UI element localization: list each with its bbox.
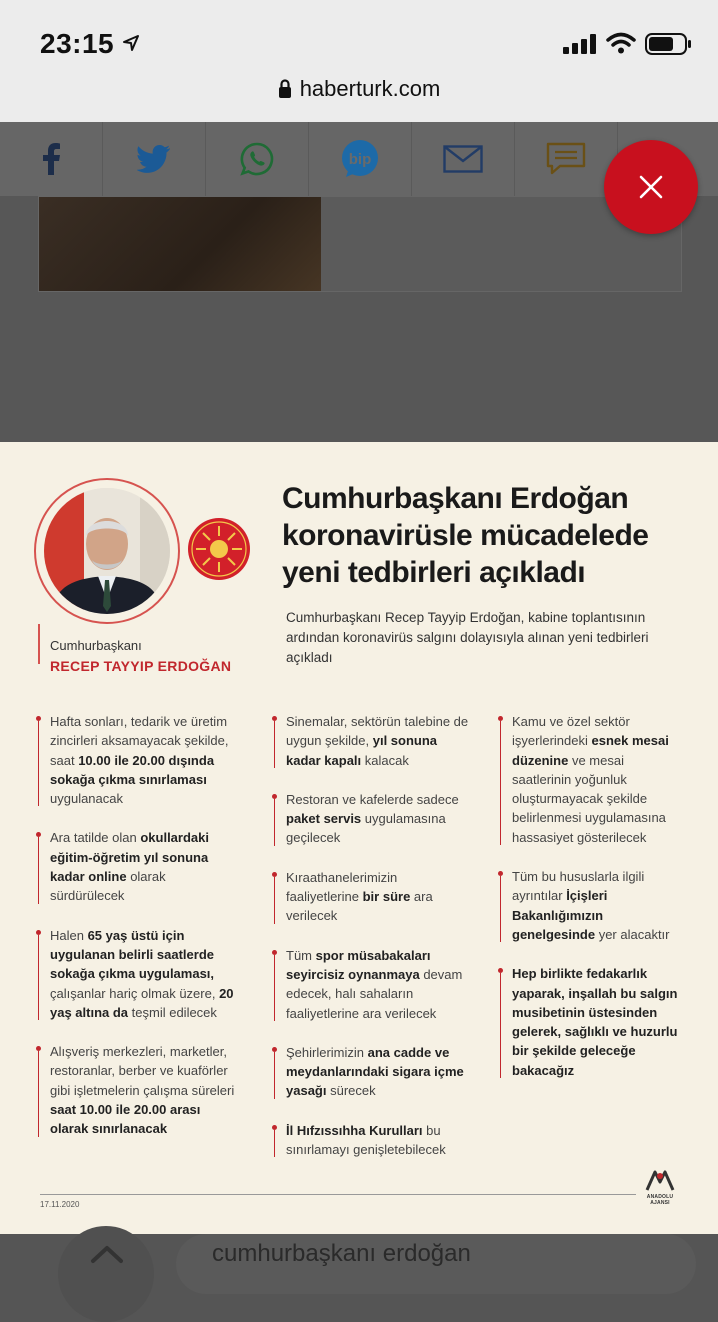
news-thumbnail: [39, 197, 321, 291]
measure-item: [498, 712, 684, 847]
infographic-title: [282, 480, 702, 591]
portrait-frame: [34, 478, 180, 624]
measure-text: Tüm bu hususlarla ilgili ayrıntılar: [512, 869, 645, 904]
measure-text: uygulanacak: [50, 791, 123, 807]
title-line-1: Cumhurbaşkanı Erdoğan: [282, 482, 629, 515]
location-arrow-icon: [122, 34, 140, 52]
measure-item: [36, 828, 242, 905]
measure-item: [272, 868, 472, 926]
measure-text: ara verilecek: [286, 889, 433, 924]
measure-item: [272, 1121, 472, 1160]
measure-item: [498, 867, 684, 944]
measure-text: Alışveriş merkezleri, marketler, restoranlar, berber ve kuaförler gibi işletmelerin çalışma süreleri: [50, 1044, 235, 1098]
measure-text: bu sınırlamayı genişletebilecek: [286, 1122, 446, 1158]
measure-text: Restoran ve kafelerde sadece: [286, 791, 459, 807]
measure-highlight: Hep birlikte fedakarlık yaparak, inşallah bu salgın musibetinin üstesinden gelerek, sağlıklı ve huzurlu bir şekilde geleceğe bakacağız: [512, 966, 678, 1078]
close-icon: [638, 174, 664, 200]
share-comment-button[interactable]: [515, 122, 618, 196]
title-line-3: yeni tedbirleri açıkladı: [282, 556, 586, 589]
measure-highlight: İl Hıfzıssıhha Kurulları: [286, 1122, 423, 1138]
measure-text: Sinemalar, sektörün talebine de uygun şekilde,: [286, 714, 469, 749]
measure-highlight: 65 yaş üstü için uygulanan belirli saatlerde sokağa çıkma uygulaması,: [50, 927, 215, 982]
bip-icon: [340, 139, 380, 179]
browser-status-bar: [0, 0, 718, 122]
measure-item: [36, 926, 242, 1022]
infographic-date: 17.11.2020: [40, 1200, 80, 1209]
measure-item: [36, 712, 242, 808]
measure-text: uygulamasına geçilecek: [286, 811, 446, 846]
measure-text: Halen: [50, 927, 88, 943]
measure-highlight: paket servis: [286, 811, 362, 827]
measure-text: çalışanlar hariç olmak üzere,: [50, 985, 220, 1001]
measure-text: teşmil edilecek: [128, 1004, 217, 1020]
measure-highlight: 10.00 ile 20.00 dışında sokağa çıkma sınırlaması: [50, 752, 215, 787]
measure-text: olarak sürdürülecek: [50, 869, 166, 904]
measure-text: devam edecek, halı sahaların faaliyetlerine ara verilecek: [286, 966, 463, 1021]
measure-text: kalacak: [361, 752, 409, 768]
measure-highlight: yıl sonuna kadar kapalı: [286, 733, 438, 768]
aa-logo-icon: [645, 1168, 675, 1192]
address-bar[interactable]: [0, 76, 718, 102]
measures-column-3: [498, 712, 684, 1100]
related-news-card[interactable]: [38, 196, 682, 292]
measure-text: sürecek: [326, 1083, 376, 1099]
url-text: haberturk.com: [299, 76, 441, 101]
share-facebook-button[interactable]: [0, 122, 103, 196]
svg-text:bip: bip: [348, 151, 372, 168]
wifi-icon: [606, 32, 636, 54]
measure-text: Şehirlerimizin: [286, 1044, 368, 1060]
person-name: RECEP TAYYIP ERDOĞAN: [50, 658, 232, 674]
measure-item: [272, 712, 472, 770]
measure-text: Kamu ve özel sektör işyerlerindeki: [512, 714, 630, 749]
title-line-2: koronavirüsle mücadelede: [282, 519, 649, 552]
measure-text: Kıraathanelerimizin faaliyetlerine: [286, 869, 398, 905]
share-twitter-button[interactable]: [103, 122, 206, 196]
person-title: Cumhurbaşkanı: [50, 638, 142, 653]
infographic-lead: Cumhurbaşkanı Recep Tayyip Erdoğan, kabine toplantısının ardından koronavirüs salgını dolayısıyla alınan yeni tedbirleri açıkladı: [286, 610, 649, 665]
measure-highlight: saat 10.00 ile 20.00 arası olarak sınırlanacak: [50, 1102, 201, 1137]
measure-item: [272, 946, 472, 1023]
twitter-icon: [137, 145, 171, 173]
whatsapp-icon: [240, 142, 274, 176]
measure-highlight: 20 yaş altına da: [50, 985, 234, 1020]
page-background: [0, 196, 718, 442]
infographic-image: [0, 442, 718, 1234]
battery-icon: [645, 33, 693, 55]
measure-text: yer alacaktır: [595, 926, 670, 942]
measure-item: [498, 964, 684, 1080]
measure-text: Tüm: [286, 947, 316, 963]
chevron-up-icon: [90, 1244, 124, 1264]
measure-item: [272, 790, 472, 848]
portrait-connector-line: [38, 624, 40, 664]
close-overlay-button[interactable]: [604, 140, 698, 234]
facebook-icon: [41, 143, 61, 175]
measure-item: [272, 1043, 472, 1101]
mail-icon: [443, 145, 483, 173]
cellular-signal-icon: [563, 34, 597, 54]
share-whatsapp-button[interactable]: [206, 122, 309, 196]
measure-highlight: esnek mesai düzenine: [512, 733, 669, 768]
measure-highlight: spor müsabakaları seyircisiz oynanmaya: [286, 947, 431, 982]
portrait-photo: [44, 488, 170, 614]
comment-icon: [546, 142, 586, 176]
share-mail-button[interactable]: [412, 122, 515, 196]
lock-icon: [278, 79, 292, 99]
scroll-to-top-button[interactable]: [58, 1226, 154, 1322]
measure-item: [36, 1042, 242, 1138]
clock: 23:15: [40, 28, 115, 59]
measure-highlight: İçişleri Bakanlığımızın genelgesinde: [512, 888, 608, 942]
agency-name: ANADOLU AJANSI: [646, 1194, 674, 1206]
bottom-bar: [0, 1234, 718, 1280]
measure-text: Ara tatilde olan: [50, 830, 141, 846]
search-suggestion-text: cumhurbaşkanı erdoğan: [212, 1240, 471, 1267]
measures-column-2: [272, 712, 472, 1179]
measure-text: ve mesai saatlerinin yoğunluk oluşturmayacak şekilde belirlenmesi uygulamasına hassasiyet gösterilecek: [512, 752, 666, 845]
measure-highlight: okullardaki eğitim-öğretim yıl sonuna kadar online: [50, 830, 209, 885]
share-bip-button[interactable]: [309, 122, 412, 196]
measure-highlight: bir süre: [362, 889, 411, 905]
measure-text: Hafta sonları, tedarik ve üretim zincirleri aksamayacak şekilde, saat: [50, 714, 229, 768]
measure-highlight: ana cadde ve meydanlarındaki sigara içme yasağı: [286, 1044, 464, 1099]
anadolu-agency-logo: [640, 1168, 680, 1218]
presidential-seal-icon: [188, 518, 250, 580]
measures-column-1: [36, 712, 242, 1159]
footer-divider: [40, 1194, 636, 1195]
